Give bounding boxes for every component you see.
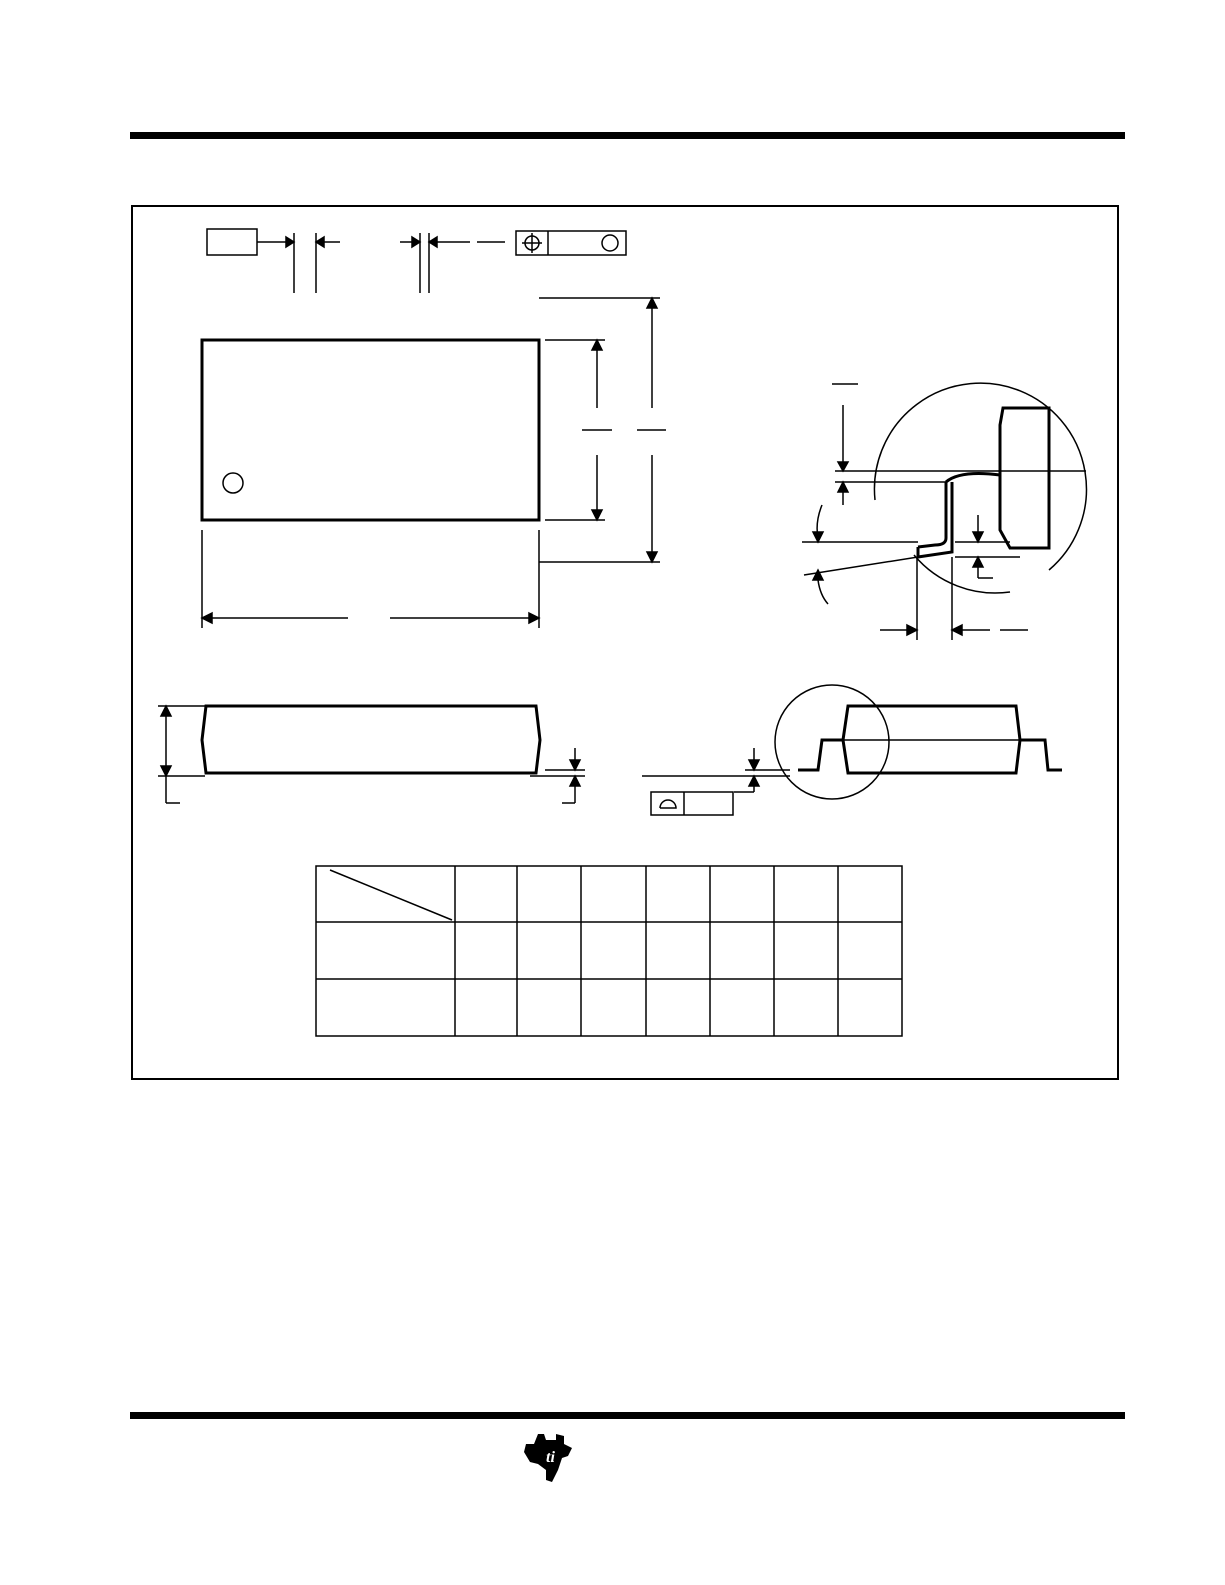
footer-rule [130,1412,1125,1419]
side-view-body [202,706,540,773]
pin1-indicator-icon [223,473,243,493]
mmc-symbol-icon [602,235,618,251]
svg-text:ti: ti [546,1449,555,1466]
ti-logo [520,1430,740,1510]
flatness-symbol-icon [660,800,676,808]
flatness-tolerance-box [651,792,733,815]
ti-logo-icon [520,1430,580,1490]
top-view-body [202,340,539,520]
dimension-table [316,866,902,1036]
side-detail-circle [775,685,889,799]
datum-box [207,229,257,255]
